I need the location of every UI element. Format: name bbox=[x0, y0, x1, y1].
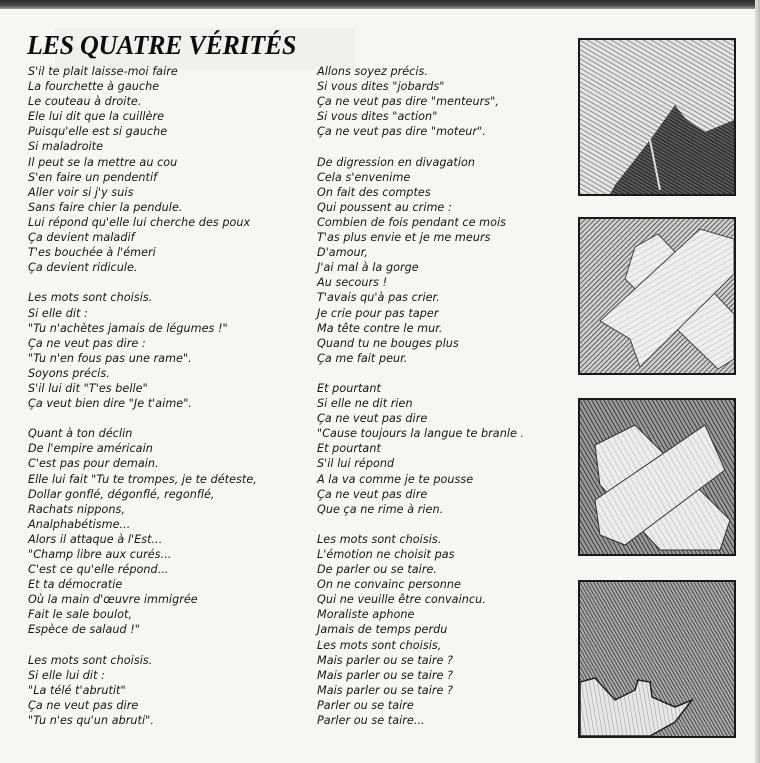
lyrics-right-column bbox=[317, 64, 567, 743]
lyric-line: On fait des comptes bbox=[317, 185, 431, 199]
lyric-line: Mais parler ou se taire ? bbox=[317, 653, 454, 667]
lyric-line: Alors il attaque à l'Est... bbox=[28, 532, 163, 546]
lyric-line: Si vous dites "action" bbox=[317, 110, 438, 124]
lyric-line: Espèce de salaud !" bbox=[28, 623, 140, 637]
lyric-line: Si elle lui dit : bbox=[28, 668, 105, 682]
lyric-line: "Tu n'en fous pas une rame". bbox=[28, 351, 192, 365]
lyrics-stanza bbox=[317, 381, 567, 517]
tape-illustration-4 bbox=[578, 580, 736, 738]
lyric-line: "Cause toujours la langue te branle . bbox=[317, 427, 525, 441]
page-title: LES QUATRE VÉRITÉS bbox=[27, 30, 297, 61]
lyric-line: D'amour, bbox=[317, 246, 368, 260]
lyric-line: Les mots sont choisis, bbox=[317, 638, 442, 652]
lyric-line: Si maladroite bbox=[28, 140, 104, 154]
lyric-line: L'émotion ne choisit pas bbox=[317, 548, 455, 561]
lyric-line: Ça devient maladif bbox=[28, 231, 135, 245]
lyric-line: Les mots sont choisis. bbox=[317, 532, 442, 546]
lyric-line: Qui ne veuille être convaincu. bbox=[317, 593, 486, 607]
lyric-line: Fait le sale boulot, bbox=[28, 608, 133, 622]
lyric-line: C'est pas pour demain. bbox=[28, 457, 159, 471]
lyric-line: "Tu n'es qu'un abruti". bbox=[28, 714, 154, 728]
lyric-line: J'ai mal à la gorge bbox=[317, 261, 419, 275]
lyric-line: S'il lui répond bbox=[317, 457, 395, 471]
lyric-line: Je crie pour pas taper bbox=[317, 306, 439, 320]
lyric-line: T'avais qu'à pas crier. bbox=[317, 291, 440, 305]
lyric-line: Allons soyez précis. bbox=[317, 65, 429, 78]
lyrics-stanza bbox=[317, 532, 567, 728]
lyric-line: Si elle ne dit rien bbox=[317, 397, 413, 411]
lyric-line: Ele lui dit que la cuillère bbox=[28, 110, 165, 124]
lyric-line: Ça ne veut pas dire bbox=[28, 698, 139, 712]
lyrics-stanza bbox=[28, 64, 318, 275]
lyric-line: Ça ne veut pas dire bbox=[317, 412, 428, 426]
lyric-line: Quant à ton déclin bbox=[28, 427, 133, 441]
lyric-line: Le couteau à droite. bbox=[28, 95, 142, 109]
lyric-line: Combien de fois pendant ce mois bbox=[317, 215, 506, 229]
lyric-line: "Tu n'achètes jamais de légumes !" bbox=[28, 321, 228, 335]
lyrics-left-column bbox=[28, 64, 318, 743]
lyric-line: Jamais de temps perdu bbox=[317, 623, 448, 637]
lyric-line: "La télé t'abrutit" bbox=[28, 683, 126, 697]
lyric-line: Ça me fait peur. bbox=[317, 351, 408, 365]
lyric-line: Ça ne veut pas dire : bbox=[28, 336, 146, 350]
hatched-tape-corner-icon bbox=[580, 40, 734, 194]
lyric-line: Parler ou se taire... bbox=[317, 714, 425, 728]
lyric-line: Si elle dit : bbox=[28, 306, 88, 320]
lyric-line: Analphabétisme... bbox=[28, 517, 131, 531]
lyric-line: Moraliste aphone bbox=[317, 608, 415, 622]
lyrics-stanza bbox=[28, 653, 318, 728]
lyric-line: Quand tu ne bouges plus bbox=[317, 336, 459, 350]
lyric-line: Et pourtant bbox=[317, 442, 381, 456]
lyric-line: Si vous dites "jobards" bbox=[317, 80, 445, 94]
crossed-tape-icon bbox=[580, 219, 734, 373]
lyric-line: Ça ne veut pas dire "menteurs", bbox=[317, 95, 499, 109]
lyric-line: Elle lui fait "Tu te trompes, je te déteste, bbox=[28, 472, 257, 486]
lyric-line: Ça ne veut pas dire "moteur". bbox=[317, 125, 486, 139]
lyric-line: Il peut se la mettre au cou bbox=[28, 155, 178, 169]
lyric-line: T'as plus envie et je me meurs bbox=[317, 231, 491, 245]
lyric-line: Cela s'envenime bbox=[317, 170, 411, 184]
lyric-line: Ma tête contre le mur. bbox=[317, 321, 443, 335]
lyric-line: Au secours ! bbox=[317, 276, 388, 290]
tape-illustration-2 bbox=[578, 217, 736, 375]
lyric-line: Mais parler ou se taire ? bbox=[317, 683, 454, 697]
torn-tape-icon bbox=[580, 582, 734, 736]
lyric-line: Ça ne veut pas dire bbox=[317, 487, 428, 501]
lyric-line: Sans faire chier la pendule. bbox=[28, 200, 183, 214]
lyric-line: Dollar gonflé, dégonflé, regonflé, bbox=[28, 487, 215, 501]
lyric-line: Ça veut bien dire "Je t'aime". bbox=[28, 397, 193, 411]
lyric-line: De l'empire américain bbox=[28, 442, 153, 456]
lyric-line: Que ça ne rime à rien. bbox=[317, 502, 444, 516]
lyric-line: S'il lui dit "T'es belle" bbox=[28, 381, 148, 395]
scan-right-edge bbox=[755, 0, 760, 763]
lyric-line: Qui poussent au crime : bbox=[317, 200, 452, 214]
lyric-line: Ça devient ridicule. bbox=[28, 261, 138, 275]
lyric-line: S'il te plait laisse-moi faire bbox=[28, 65, 178, 78]
lyric-line: "Champ libre aux curés... bbox=[28, 548, 172, 561]
lyric-line: Soyons précis. bbox=[28, 366, 110, 380]
tape-illustration-1 bbox=[578, 38, 736, 196]
lyric-line: C'est ce qu'elle répond... bbox=[28, 563, 169, 577]
lyric-line: Et pourtant bbox=[317, 381, 381, 395]
lyrics-stanza bbox=[28, 426, 318, 637]
lyrics-stanza bbox=[317, 64, 567, 139]
lyric-line: A la va comme je te pousse bbox=[317, 472, 474, 486]
lyric-line: On ne convainc personne bbox=[317, 578, 461, 592]
lyrics-stanza bbox=[317, 155, 567, 366]
lyric-line: Où la main d'œuvre immigrée bbox=[28, 593, 198, 607]
lyric-line: Et ta démocratie bbox=[28, 578, 123, 592]
tape-illustration-3 bbox=[578, 398, 736, 556]
lyric-line: Rachats nippons, bbox=[28, 502, 126, 516]
lyric-line: Les mots sont choisis. bbox=[28, 291, 153, 305]
lyric-line: De parler ou se taire. bbox=[317, 563, 438, 577]
lyric-line: Puisqu'elle est si gauche bbox=[28, 125, 168, 139]
lyric-line: Lui répond qu'elle lui cherche des poux bbox=[28, 215, 251, 229]
lyric-line: Les mots sont choisis. bbox=[28, 653, 153, 667]
lyric-line: La fourchette à gauche bbox=[28, 80, 160, 94]
lyrics-stanza bbox=[28, 290, 318, 411]
scan-top-edge bbox=[0, 0, 760, 9]
lyric-line: S'en faire un pendentif bbox=[28, 170, 158, 184]
lyric-line: De digression en divagation bbox=[317, 155, 476, 169]
lyric-line: Mais parler ou se taire ? bbox=[317, 668, 454, 682]
lyric-line: Aller voir si j'y suis bbox=[28, 185, 134, 199]
lyric-line: Parler ou se taire bbox=[317, 698, 414, 712]
x-tape-icon bbox=[580, 400, 734, 554]
lyric-line: T'es bouchée à l'émeri bbox=[28, 246, 156, 260]
